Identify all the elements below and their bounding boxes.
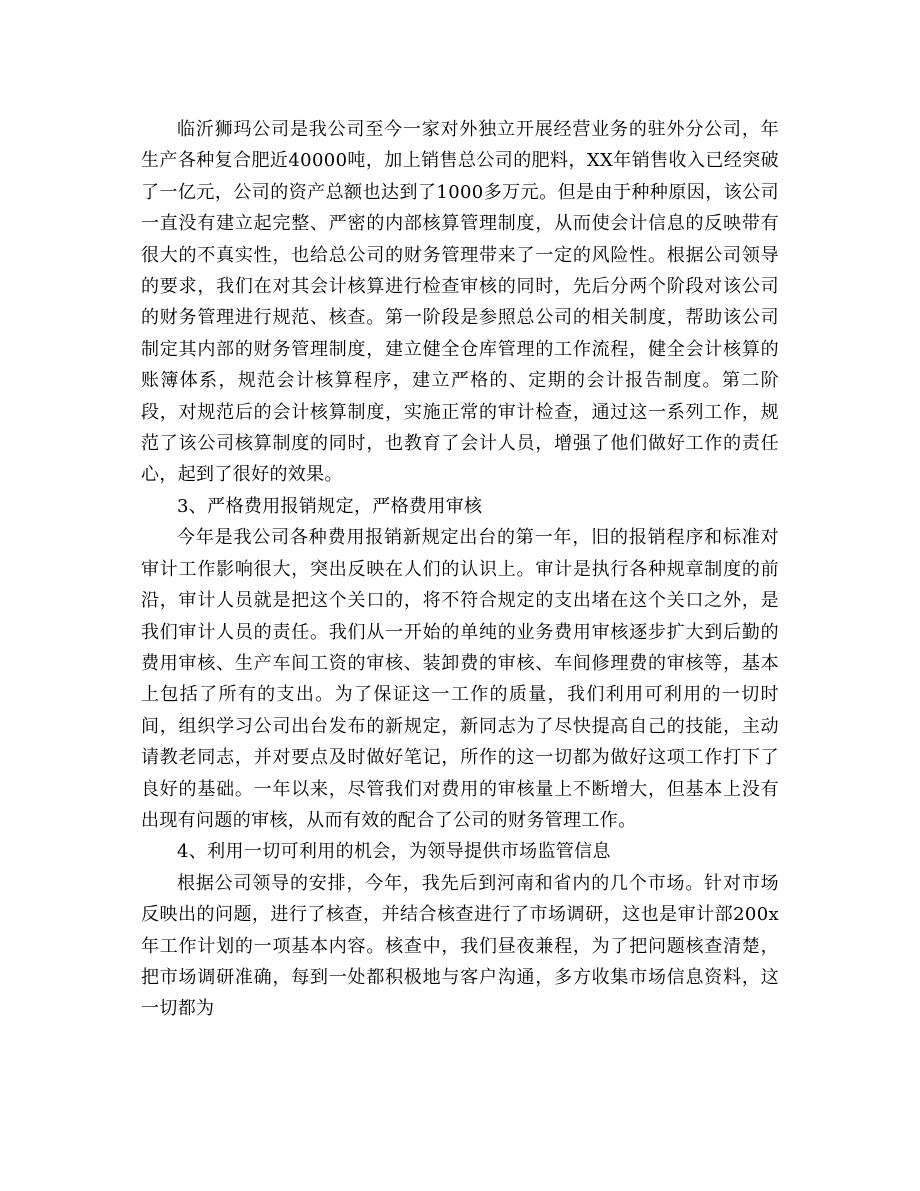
paragraph-linyi-branch: 临沂狮玛公司是我公司至今一家对外独立开展经营业务的驻外分公司，年生产各种复合肥近40000吨，加上销售总公司的肥料，XX年销售收入已经突破了一亿元，公司的资产总额也达到了1000多万元。但是由于种种原因，该公司一直没有建立起完整、严密的内部核算管理制度，从而使会计信息的反映带有很大的不真实性，也给总公司的财务管理带来了一定的风险性。根据公司领导的要求，我们在对其会计核算进行检查审核的同时，先后分两个阶段对该公司的财务管理进行规范、核查。第一阶段是参照总公司的相关制度，帮助该公司制定其内部的财务管理制度，建立健全仓库管理的工作流程，健全会计核算的账簿体系，规范会计核算程序，建立严格的、定期的会计报告制度。第二阶段，对规范后的会计核算制度，实施正常的审计检查，通过这一系列工作，规范了该公司核算制度的同时，也教育了会计人员，增强了他们做好工作的责任心，起到了很好的效果。 (141, 119, 779, 486)
section-heading-market-info: 4、利用一切可利用的机会，为领导提供市场监管信息 (177, 841, 611, 863)
paragraph-expense-audit: 今年是我公司各种费用报销新规定出台的第一年，旧的报销程序和标准对审计工作影响很大，突出反映在人们的认识上。审计是执行各种规章制度的前沿，审计人员就是把这个关口的，将不符合规定的支出堵在这个关口之外，是我们审计人员的责任。我们从一开始的单纯的业务费用审核逐步扩大到后勤的费用审核、生产车间工资的审核、装卸费的审核、车间修理费的审核等，基本上包括了所有的支出。为了保证这一工作的质量，我们利用可利用的一切时间，组织学习公司出台发布的新规定，新同志为了尽快提高自己的技能，主动请教老同志，并对要点及时做好笔记，所作的这一切都为做好这项工作打下了良好的基础。一年以来，尽管我们对费用的审核量上不断增大，但基本上没有出现有问题的审核，从而有效的配合了公司的财务管理工作。 (141, 527, 779, 831)
document-body (141, 114, 779, 1025)
section-heading-expense-reimbursement: 3、严格费用报销规定，严格费用审核 (177, 495, 483, 517)
paragraph-market-survey: 根据公司领导的安排，今年，我先后到河南和省内的几个市场。针对市场反映出的问题，进行了核查，并结合核查进行了市场调研，这也是审计部200x年工作计划的一项基本内容。核查中，我们昼夜兼程，为了把问题核查清楚，把市场调研准确，每到一处都积极地与客户沟通，多方收集市场信息资料，这一切都为 (141, 872, 779, 1020)
